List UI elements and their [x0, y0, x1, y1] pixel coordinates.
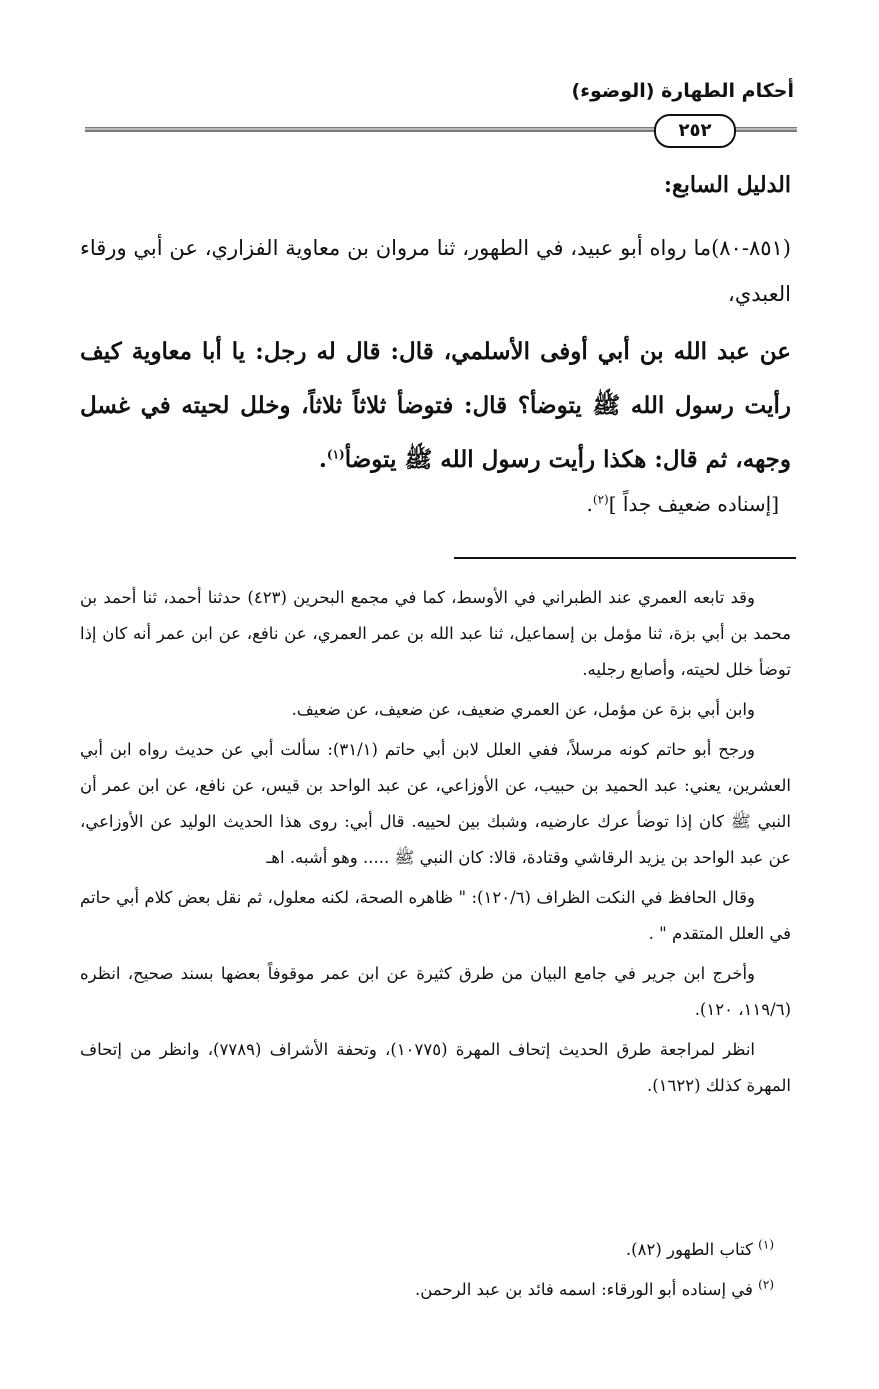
hadith-end: .: [318, 446, 327, 473]
note-paragraph: انظر لمراجعة طرق الحديث إتحاف المهرة (١٠٧٧٥)، وتحفة الأشراف (٧٧٨٩)، وانظر من إتحاف المهرة كذلك (١٦٢٢).: [80, 1040, 791, 1095]
footnote-item: [174, 1230, 774, 1270]
note-paragraph: وقال الحافظ في النكت الظراف (١٢٠/٦): " ظاهره الصحة، لكنه معلول، ثم نقل بعض كلام أبي حاتم في العلل المتقدم " .: [80, 888, 791, 943]
grading-end: .: [586, 492, 593, 516]
hadith-body: عن عبد الله بن أبي أوفى الأسلمي، قال: قال له رجل: يا أبا معاوية كيف رأيت رسول الله ﷺ يتوضأ؟ قال: فتوضأ ثلاثاً ثلاثاً، وخلل لحيته في غسل وجهه، ثم قال: هكذا رأيت رسول الله ﷺ يتوضأ: [80, 338, 791, 473]
grading-text: [إسناده ضعيف جداً ]: [608, 492, 779, 516]
footnote-item: [174, 1270, 774, 1310]
footnote-ref-2: (٢): [592, 492, 609, 507]
footnote-separator: [454, 557, 796, 559]
narration-chain: (٨٥١-٨٠)ما رواه أبو عبيد، في الطهور، ثنا مروان بن معاوية الفزاري، عن أبي ورقاء العبدي،: [80, 236, 791, 306]
footnote-text: كتاب الطهور (٨٢).: [625, 1240, 753, 1259]
hadith-text: [80, 325, 791, 487]
section-heading: الدليل السابع:: [663, 172, 791, 198]
running-title: أحكام الطهارة (الوضوء): [571, 80, 794, 102]
footnote-marker: (٢): [758, 1277, 774, 1292]
note-paragraph: وأخرج ابن جرير في جامع البيان من طرق كثيرة عن ابن عمر موقوفاً بعضها بسند صحيح، انظره (١١٩/٦، ١٢٠).: [80, 964, 791, 1019]
isnad-grading: [279, 492, 779, 516]
footnote-list: [174, 1230, 774, 1310]
note-paragraph: ورجح أبو حاتم كونه مرسلاً، ففي العلل لابن أبي حاتم (٣١/١): سألت أبي عن حديث رواه ابن أبي العشرين، يعني: عبد الحميد بن حبيب، عن الأوزاعي، عن عبد الواحد بن قيس، عن نافع، عن ابن عمر أن النبي ﷺ كان إذا توضأ عرك عارضيه، وشبك بين لحييه. قال أبي: روى هذا الحديث الوليد عن الأوزاعي، عن عبد الواحد بن يزيد الرقاشي وقتادة، قالا: كان النبي ﷺ ..... وهو أشبه. اهـ: [80, 740, 791, 867]
footnote-marker: (١): [758, 1237, 774, 1252]
note-paragraph: وقد تابعه العمري عند الطبراني في الأوسط، كما في مجمع البحرين (٤٢٣) حدثنا أحمد، ثنا أحمد بن محمد بن أبي بزة، ثنا مؤمل بن إسماعيل، ثنا عبد الله بن عمر العمري، عن نافع، عن ابن عمر أنه كان إذا توضأ خلل لحيته، وأصابع رجليه.: [80, 588, 791, 679]
note-paragraph: وابن أبي بزة عن مؤمل، عن العمري ضعيف، عن ضعيف، عن ضعيف.: [291, 700, 755, 719]
footnote-text: في إسناده أبو الورقاء: اسمه فائد بن عبد الرحمن.: [415, 1280, 753, 1299]
footnote-commentary: [80, 580, 791, 1108]
footnote-ref-1: (١): [326, 447, 345, 462]
page-number: ٢٥٢: [654, 114, 736, 148]
